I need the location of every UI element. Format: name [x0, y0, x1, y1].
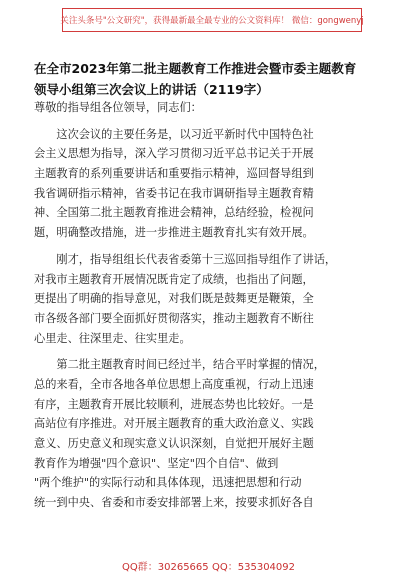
qq-group-text: QQ群：30265665	[122, 562, 209, 573]
body-line: 心里走、往深里走、往实里走。	[34, 331, 191, 345]
document-body	[34, 98, 379, 513]
header-banner: 关注头条号"公文研究"，获得最新最全最专业的公文资料库！ 微信：gongwenyj	[62, 8, 362, 32]
body-line: 高站位有序推进。对开展主题教育的重大政治意义、实践	[34, 417, 314, 431]
body-line: 这次会议的主要任务是，以习近平新时代中国特色社	[34, 127, 314, 141]
body-line: 主题教育的系列重要讲话和重要指示精神，巡回督导组到	[34, 167, 314, 181]
body-line: 市各级各部门要全面抓好贯彻落实，推动主题教育不断往	[34, 311, 314, 325]
body-line: 我省调研指示精神，省委书记在我市调研指导主题教育精	[34, 186, 314, 200]
body-line: 更提出了明确的指导意见，对我们既是鼓舞更是鞭策，全	[34, 292, 314, 306]
body-line: "两个维护"的实际行动和具体体现，迅速把思想和行动	[34, 476, 302, 490]
body-line: 意义、历史意义和现实意义认识深刻，自觉把开展好主题	[34, 437, 314, 450]
body-line: 第二批主题教育时间已经过半，结合平时掌握的情况，	[34, 358, 325, 372]
body-line: 刚才，指导组组长代表省委第十三巡回指导组作了讲话，	[34, 252, 337, 266]
body-line: 题，明确整改措施，进一步推进主题教育扎实有效开展。	[34, 226, 314, 240]
title-line: 在全市2023年第二批主题教育工作推进会暨市委主题教育	[34, 61, 357, 76]
body-line: 对我市主题教育开展情况既肯定了成绩，也指出了问题，	[34, 272, 314, 286]
body-line: 总的来看，全市各地各单位思想上高度重视，行动上迅速	[34, 377, 314, 391]
footer-contact	[0, 555, 408, 575]
salutation: 尊敬的指导组各位领导，同志们：	[34, 101, 202, 114]
body-line: 有序，主题教育开展比较顺利，进展态势也比较好。一是	[34, 397, 314, 411]
document-title	[34, 58, 379, 100]
body-line: 神、全国第二批主题教育推进会精神，总结经验，检视问	[34, 206, 314, 220]
qq-number-text: QQ：535304092	[212, 562, 296, 573]
body-line: 会主义思想为指导，深入学习贯彻习近平总书记关于开展	[34, 147, 314, 161]
body-line: 统一到中央、省委和市委安排部署上来，按要求抓好各自	[34, 496, 314, 510]
title-line: 领导小组第三次会议上的讲话（2119字）	[34, 82, 269, 97]
body-line: 教育作为增强"四个意识"、坚定"四个自信"、做到	[34, 456, 279, 470]
